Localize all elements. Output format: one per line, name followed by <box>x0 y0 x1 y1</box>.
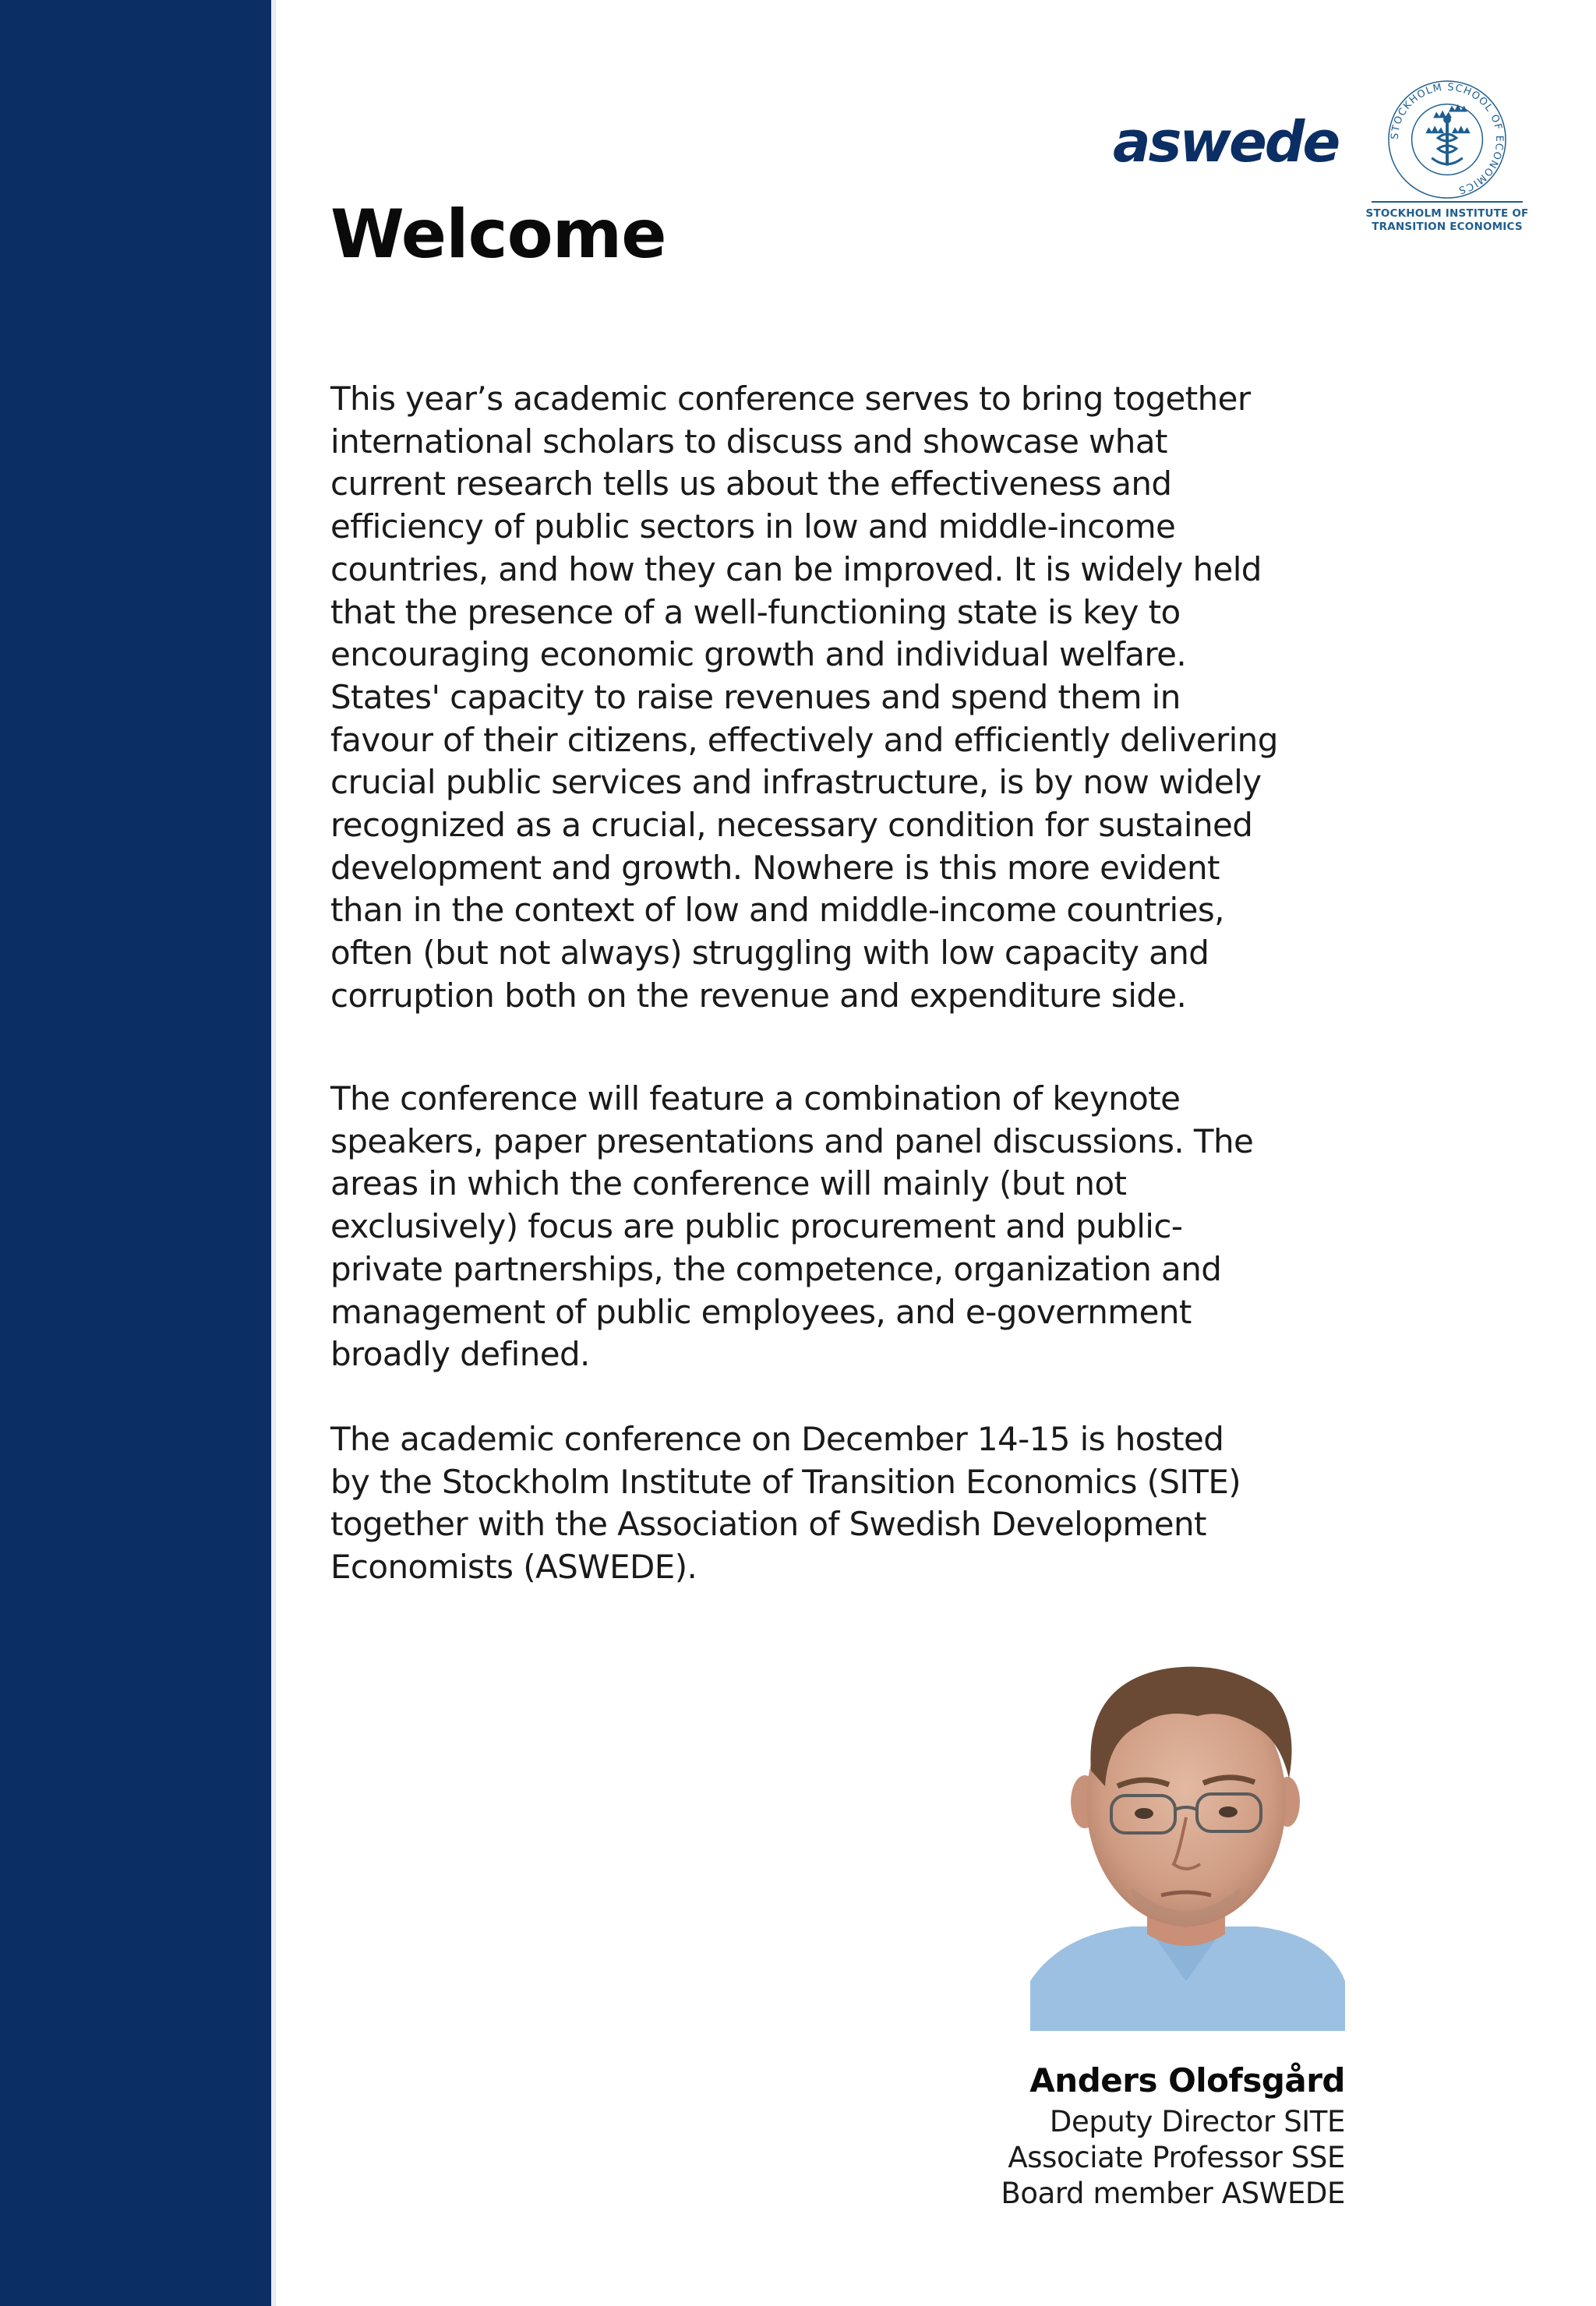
text-line: exclusively) focus are public procurement and public- <box>330 1207 1183 1246</box>
text-line: This year’s academic conference serves to bring together <box>330 380 1251 418</box>
text-line: international scholars to discuss and showcase what <box>330 422 1167 461</box>
text-line: encouraging economic growth and individual welfare. <box>330 635 1187 674</box>
text-line: broadly defined. <box>330 1335 590 1374</box>
sidebar-band <box>0 0 271 2306</box>
text-line: that the presence of a well-functioning state is key to <box>330 592 1181 631</box>
text-line: The academic conference on December 14-15 is hosted <box>330 1420 1224 1458</box>
signature-role: Deputy Director SITE <box>1049 2105 1345 2138</box>
signature-name: Anders Olofsgård <box>1029 2061 1345 2099</box>
text-line: efficiency of public sectors in low and middle-income <box>330 507 1176 546</box>
text-line: than in the context of low and middle-income countries, <box>330 891 1224 930</box>
text-line: often (but not always) struggling with low capacity and <box>330 934 1209 973</box>
text-line: management of public employees, and e-government <box>330 1292 1192 1331</box>
text-line: The conference will feature a combination of keynote <box>330 1079 1181 1118</box>
sidebar-edge <box>271 0 276 2306</box>
text-line: speakers, paper presentations and panel discussions. The <box>330 1121 1254 1160</box>
page-title: Welcome <box>330 196 666 274</box>
sse-seal-logo <box>1386 78 1509 201</box>
sse-caption <box>1348 207 1546 234</box>
format-paragraph <box>330 1078 1353 1376</box>
sse-caption-line: TRANSITION ECONOMICS <box>1372 221 1523 233</box>
sse-logo-divider <box>1372 201 1523 203</box>
text-line: private partnerships, the competence, organization and <box>330 1249 1222 1288</box>
speaker-portrait <box>1030 1654 1345 2031</box>
intro-paragraph <box>330 378 1353 1018</box>
text-line: recognized as a crucial, necessary condition for sustained <box>330 806 1253 845</box>
signature-role: Board member ASWEDE <box>1001 2177 1345 2210</box>
hosts-paragraph <box>330 1418 1353 1589</box>
signature-role: Associate Professor SSE <box>1008 2141 1345 2174</box>
text-line: corruption both on the revenue and expenditure side. <box>330 976 1187 1015</box>
sse-caption-line: STOCKHOLM INSTITUTE OF <box>1365 207 1529 220</box>
text-line: together with the Association of Swedish Development <box>330 1505 1206 1544</box>
text-line: development and growth. Nowhere is this more evident <box>330 848 1220 887</box>
text-line: current research tells us about the effectiveness and <box>330 464 1172 503</box>
aswede-logo: aswede <box>1113 109 1339 175</box>
text-line: States' capacity to raise revenues and spend them in <box>330 677 1181 716</box>
text-line: by the Stockholm Institute of Transition Economics (SITE) <box>330 1462 1241 1501</box>
text-line: areas in which the conference will mainly (but not <box>330 1164 1127 1203</box>
text-line: crucial public services and infrastructure, is by now widely <box>330 763 1262 802</box>
text-line: favour of their citizens, effectively and efficiently delivering <box>330 720 1278 759</box>
text-line: Economists (ASWEDE). <box>330 1548 697 1587</box>
sse-ring-text: STOCKHOLM SCHOOL OF ECONOMICS <box>1389 81 1506 196</box>
text-line: countries, and how they can be improved. It is widely held <box>330 549 1262 588</box>
